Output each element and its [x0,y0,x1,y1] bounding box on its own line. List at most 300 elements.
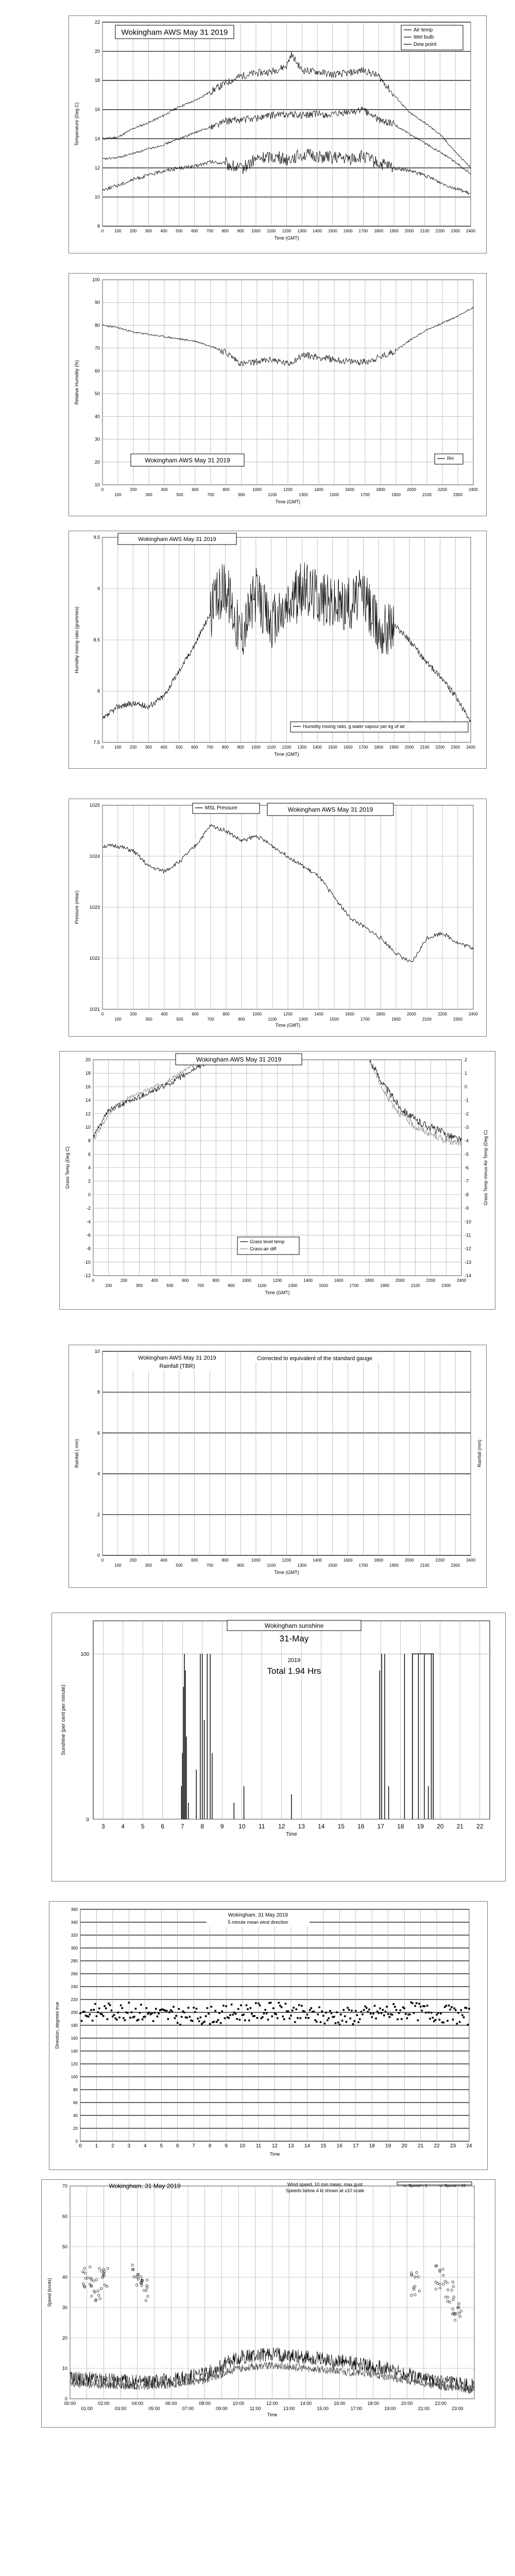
x-tick-label: 20:00 [401,2401,413,2406]
wind-dir-point [128,2002,130,2004]
x-tick-label: 2200 [435,745,445,750]
y-tick-label: 14 [94,136,100,142]
x-tick-label: 500 [176,745,183,750]
x-tick-label: 1300 [297,1563,307,1568]
wind-dir-point [360,2011,362,2013]
wind-dir-point [463,2016,465,2019]
wind-dir-point [445,2005,448,2007]
y-tick-label: 70 [62,2183,67,2189]
wind-dir-point [155,2008,157,2010]
y-tick-label: -6 [86,1232,91,1238]
x-tick-label: 10 [239,2143,246,2149]
wind-dir-point [256,2017,259,2019]
x-tick-label: 300 [145,229,152,233]
y-tick-label: 100 [80,1652,89,1658]
wind-dir-point [378,2012,380,2014]
x-tick-label: 1200 [282,1558,291,1563]
y-tick-label: 200 [71,2010,78,2015]
wind-dir-point [420,2006,422,2008]
y-axis-label: Pressure (mbar) [74,890,79,924]
x-tick-label: 1600 [343,745,353,750]
x-tick-label: 06:00 [165,2401,177,2406]
y2-tick-label: -12 [465,1246,472,1251]
x-tick-label: 1800 [376,1012,385,1016]
wind-dir-point [331,2012,333,2014]
wind-dir-point [186,2016,188,2019]
y-tick-label: 30 [94,436,100,442]
y-tick-label: 8 [97,688,100,694]
y-tick-label: 70 [94,345,100,351]
x-tick-label: 2000 [404,229,414,233]
x-tick-label: 200 [120,1278,128,1283]
x-tick-label: 0 [92,1278,95,1283]
wind-dir-point [392,2003,394,2005]
x-tick-label: 22:00 [435,2401,447,2406]
chart-total: Total 1.94 Hrs [267,1666,321,1676]
wind-dir-point [290,2014,292,2016]
wind-dir-point [270,2002,272,2004]
y-tick-label: 160 [71,2036,78,2041]
x-tick-label: 1900 [389,229,399,233]
x-tick-label: 1600 [343,229,353,233]
y-tick-label: 0 [88,1192,91,1197]
x-tick-label: 1500 [330,1017,339,1022]
x-tick-label: 1400 [313,1558,322,1563]
wind-dir-point [89,2013,91,2015]
x-tick-label: 2200 [435,229,445,233]
x-tick-label: 700 [206,1563,214,1568]
wind-dir-point [142,2019,144,2021]
x-tick-label: 16 [336,2143,342,2149]
wind-dir-point [301,2005,303,2007]
wind-dir-point [417,2020,419,2022]
wind-dir-point [291,2010,294,2012]
wind-dir-point [371,2016,373,2018]
x-tick-label: 1800 [374,1558,384,1563]
wind-dir-point [416,2002,418,2004]
x-tick-label: 1600 [345,1012,354,1016]
wind-dir-point [272,2007,274,2009]
wind-dir-point [350,2018,352,2020]
wind-dir-point [397,2019,399,2021]
wind-dir-point [148,2012,150,2014]
y-tick-label: 20 [62,2335,67,2341]
wind-dir-point [394,2006,396,2008]
x-tick-label: 2000 [407,1012,416,1016]
x-tick-label: 7 [192,2143,195,2149]
wind-dir-point [275,2013,277,2015]
x-tick-label: 2200 [438,1012,447,1016]
wind-dir-point [129,2017,131,2019]
y-tick-label: 140 [71,2049,78,2054]
wind-dir-point [453,2007,455,2009]
x-tick-label: 15:00 [317,2406,329,2411]
wind-dir-point [101,2013,103,2015]
wind-dir-point [183,2011,185,2013]
chart-panel-humidity [68,273,487,516]
x-tick-label: 1300 [297,229,307,233]
y-tick-label: 60 [62,2214,67,2219]
wind-dir-point [440,2012,442,2014]
wind-dir-point [355,2010,357,2012]
humidity-chart [69,274,486,516]
chart-subtitle: Wind speed, 10 min mean, max gust [287,2182,363,2187]
x-tick-label: 600 [182,1278,189,1283]
y-tick-label: 40 [73,2113,78,2118]
x-tick-label: 22 [434,2143,440,2149]
wind-dir-point [140,2004,142,2006]
y-tick-label: 1021 [89,1007,100,1012]
wind-dir-point [316,2021,318,2023]
x-tick-label: 800 [222,487,230,492]
chart-title: Wokingham sunshine [264,1622,324,1630]
wind-dir-point [362,2013,364,2015]
x-tick-label: 1800 [374,229,384,233]
x-tick-label: 1900 [389,745,399,750]
wind-dir-point [329,2010,331,2012]
y-tick-label: 1022 [89,956,100,961]
x-tick-label: 1400 [314,487,323,492]
x-tick-label: 1700 [349,1283,359,1288]
wind-dir-point [189,2016,191,2018]
x-tick-label: 2200 [435,1558,445,1563]
wind-dir-point [324,2023,326,2025]
wind-dir-point [205,2015,207,2018]
wind-dir-point [379,2007,381,2009]
wind-dir-point [337,2022,339,2024]
x-tick-label: 2100 [422,1017,432,1022]
y-tick-label: 0 [64,2396,67,2401]
wind-dir-point [174,2017,176,2019]
x-tick-label: 2100 [420,745,430,750]
wind-dir-point [418,2003,420,2005]
wind-dir-point [352,2023,354,2025]
x-tick-label: 800 [221,745,229,750]
wind-dir-point [370,2013,372,2015]
wind-dir-point [173,2006,175,2008]
x-tick-label: 400 [160,745,167,750]
x-tick-label: 23:00 [452,2406,464,2411]
x-tick-label: 1300 [299,493,308,497]
wind-dir-point [320,2021,322,2023]
x-tick-label: 17 [377,1823,384,1830]
wind-dir-point [177,2022,179,2024]
x-tick-label: 6 [176,2143,179,2149]
wind-dir-point [88,2015,90,2018]
y-tick-label: 220 [71,1997,78,2002]
wind-dir-point [96,2015,98,2018]
x-tick-label: 00:00 [64,2401,76,2406]
wind-dir-point [333,2016,335,2018]
y2-tick-label: -13 [465,1259,472,1265]
x-tick-label: 16 [357,1823,365,1830]
wind-dir-point [194,2011,196,2013]
x-tick-label: 1000 [251,229,261,233]
y-tick-label: 12 [85,1111,91,1116]
x-tick-label: 2100 [410,1283,420,1288]
wind-dir-point [439,2019,441,2021]
x-tick-label: 2400 [469,487,478,492]
y-tick-label: 4 [97,1471,100,1477]
x-tick-label: 2000 [407,487,416,492]
x-tick-label: 1700 [358,1563,368,1568]
wind-dir-point [251,2013,253,2015]
x-tick-label: 2300 [453,1017,462,1022]
chart-title: Wokingham AWS May 31 2019 [138,1355,216,1361]
wind-dir-point [236,2018,238,2020]
wind-dir-point [310,2007,312,2009]
y2-tick-label: -5 [465,1151,469,1157]
wind-dir-point [116,2019,118,2021]
x-tick-label: 400 [151,1278,158,1283]
x-tick-label: 1200 [283,487,293,492]
x-tick-label: 2100 [420,1563,430,1568]
x-tick-label: 21:00 [418,2406,430,2411]
x-tick-label: 1200 [272,1278,282,1283]
x-tick-label: 17:00 [350,2406,363,2411]
chart-title: Wokingham, 31 May 2019 [228,1912,288,1918]
x-tick-label: 2300 [451,1563,460,1568]
wind-dir-point [426,2005,428,2007]
wind-dir-point [90,2009,92,2011]
wind-dir-point [303,2011,305,2013]
wind-dir-point [317,2013,319,2015]
x-tick-label: 700 [207,1017,214,1022]
y-tick-label: 8.5 [93,637,100,642]
wind-dir-point [363,2009,365,2011]
x-tick-label: 600 [191,1558,198,1563]
wind-dir-point [83,2011,85,2013]
x-axis-label: Time [267,2412,278,2417]
wind-dir-point [318,2006,320,2008]
x-tick-label: 19 [385,2143,391,2149]
wind-dir-point [192,2020,194,2022]
wind-dir-point [240,2005,242,2007]
y-axis-label: Humidity mixing ratio (grammes) [74,606,79,673]
wind-dir-point [153,2012,156,2014]
wind-dir-point [207,2007,209,2009]
x-tick-label: 600 [192,487,199,492]
x-tick-label: 100 [114,745,122,750]
x-axis-label: Time [269,2151,280,2157]
y-tick-label: 180 [71,2023,78,2028]
y-tick-label: -10 [83,1259,91,1265]
wind-dir-point [396,2009,398,2011]
x-tick-label: 600 [191,745,198,750]
wind-dir-point [193,2007,195,2009]
x-tick-label: 10:00 [232,2401,245,2406]
wind-dir-point [178,2008,180,2010]
wind-dir-point [376,2010,379,2012]
x-axis-label: Time (GMT) [274,1570,299,1575]
x-tick-label: 1100 [267,1563,276,1568]
x-tick-label: 800 [221,229,229,233]
wind-direction-chart [49,1902,487,2170]
x-tick-label: 100 [114,229,122,233]
x-tick-label: 9 [225,2143,228,2149]
y-tick-label: 60 [73,2100,78,2105]
wind-dir-point [432,2017,434,2019]
x-tick-label: 2400 [466,745,475,750]
x-tick-label: 1600 [345,487,354,492]
x-tick-label: 1800 [376,487,385,492]
chart-panel-grass-temp [59,1051,495,1310]
wind-dir-point [375,2018,377,2020]
wind-dir-point [386,2006,388,2008]
wind-dir-point [297,2017,299,2019]
x-tick-label: 1900 [391,493,401,497]
x-tick-label: 11 [259,1823,265,1830]
wind-dir-point [431,2012,433,2014]
y-tick-label: 340 [71,1920,78,1925]
wind-dir-point [264,2009,266,2011]
x-tick-label: 100 [105,1283,112,1288]
y2-tick-label: -11 [465,1232,471,1238]
legend-label: Wet bulb [414,35,434,40]
x-tick-label: 19:00 [384,2406,396,2411]
wind-dir-point [425,2012,427,2014]
wind-dir-point [168,2011,170,2013]
y-tick-label: 18 [85,1071,91,1076]
wind-dir-point [92,2020,94,2022]
x-tick-label: 500 [176,1563,183,1568]
wind-dir-point [413,2012,415,2014]
x-tick-label: 2 [111,2143,114,2149]
wind-dir-point [121,2007,123,2009]
x-tick-label: 300 [145,1563,152,1568]
x-tick-label: 200 [129,745,137,750]
y-axis-label: Relative Humidity (%) [74,360,79,405]
x-tick-label: 400 [161,487,168,492]
y-tick-label: 320 [71,1933,78,1938]
x-tick-label: 3 [127,2143,131,2149]
x-tick-label: 13 [298,1823,305,1830]
wind-dir-point [307,2017,310,2019]
wind-dir-point [203,2021,205,2023]
wind-dir-point [118,2016,121,2019]
wind-dir-point [389,2016,391,2018]
x-tick-label: 14:00 [300,2401,312,2406]
wind-dir-point [403,2007,405,2009]
chart-panel-mixing-ratio [68,531,487,769]
wind-dir-point [414,2005,416,2007]
y-tick-label: 0 [97,1553,100,1558]
y-tick-label: 9 [97,586,100,591]
y2-tick-label: -9 [465,1206,469,1211]
x-tick-label: 04:00 [131,2401,144,2406]
wind-dir-point [144,2015,146,2018]
x-tick-label: 8 [208,2143,212,2149]
x-tick-label: 400 [160,1558,167,1563]
y-tick-label: 50 [62,2244,67,2249]
plot-area [93,1621,490,1819]
y-tick-label: 100 [71,2075,78,2079]
x-tick-label: 700 [206,229,214,233]
y-tick-label: 2 [88,1178,91,1184]
wind-dir-point [271,2015,273,2018]
wind-dir-point [383,2014,385,2016]
y-tick-label: 1025 [89,803,100,808]
x-tick-label: 1500 [328,745,337,750]
wind-dir-point [455,2009,457,2011]
chart-subtitle: 5 minute mean wind direction [228,1920,288,1925]
x-tick-label: 600 [192,1012,199,1016]
y-tick-label: 0 [86,1817,89,1823]
y2-tick-label: -7 [465,1178,469,1184]
chart-title: Wokingham AWS May 31 2019 [287,806,373,814]
wind-dir-point [98,2008,100,2010]
wind-dir-point [351,2010,353,2012]
x-axis-label: Time (GMT) [274,752,299,757]
y-tick-label: 10 [94,482,100,487]
x-tick-label: 1300 [288,1283,298,1288]
x-tick-label: 900 [237,745,244,750]
chart-title: Wokingham AWS May 31 2019 [138,536,216,543]
wind-dir-point [237,2008,239,2010]
x-tick-label: 2200 [438,487,447,492]
wind-dir-point [213,2021,215,2023]
wind-dir-point [468,2008,470,2010]
x-tick-label: 5 [160,2143,163,2149]
y-tick-label: 20 [85,1057,91,1062]
y-tick-label: 30 [62,2305,67,2310]
x-tick-label: 2100 [420,229,430,233]
wind-dir-point [157,2015,159,2018]
y-tick-label: 8 [97,224,100,229]
x-tick-label: 8 [200,1823,204,1830]
y2-tick-label: -3 [465,1124,469,1130]
wind-dir-point [322,2015,324,2017]
x-tick-label: 22 [476,1823,484,1830]
x-tick-label: 10 [238,1823,246,1830]
x-tick-label: 1400 [313,745,322,750]
x-tick-label: 6 [161,1823,165,1830]
wind-dir-point [259,2005,261,2007]
y-tick-label: 60 [94,368,100,374]
chart-year: 2019 [287,1657,301,1664]
x-tick-label: 1800 [365,1278,374,1283]
x-tick-label: 1500 [318,1283,328,1288]
wind-dir-point [381,2012,383,2014]
wind-dir-point [243,2014,245,2016]
wind-dir-point [108,2003,110,2005]
y-tick-label: 260 [71,1972,78,1976]
y-tick-label: 9.5 [93,535,100,540]
x-tick-label: 300 [145,1017,152,1022]
y-tick-label: 18 [94,78,100,83]
x-tick-label: 400 [160,229,167,233]
wind-dir-point [466,2007,468,2009]
x-tick-label: 1400 [303,1278,313,1283]
wind-dir-point [232,2014,234,2016]
wind-dir-point [451,2006,453,2008]
x-tick-label: 1 [95,2143,98,2149]
wind-dir-point [196,2008,198,2010]
wind-dir-point [278,2002,280,2004]
wind-dir-point [459,2021,461,2023]
x-tick-label: 2400 [466,229,475,233]
x-tick-label: 11 [255,2143,262,2149]
wind-dir-point [428,2011,430,2013]
wind-dir-point [336,2011,338,2013]
y-axis-label: Direction, degrees true [55,2002,60,2049]
wind-dir-point [151,2012,153,2014]
wind-dir-point [346,2021,348,2023]
x-tick-label: 11:00 [249,2406,261,2411]
x-axis-label: Time (GMT) [275,1023,301,1028]
x-tick-label: 900 [238,493,245,497]
x-tick-label: 21 [418,2143,424,2149]
